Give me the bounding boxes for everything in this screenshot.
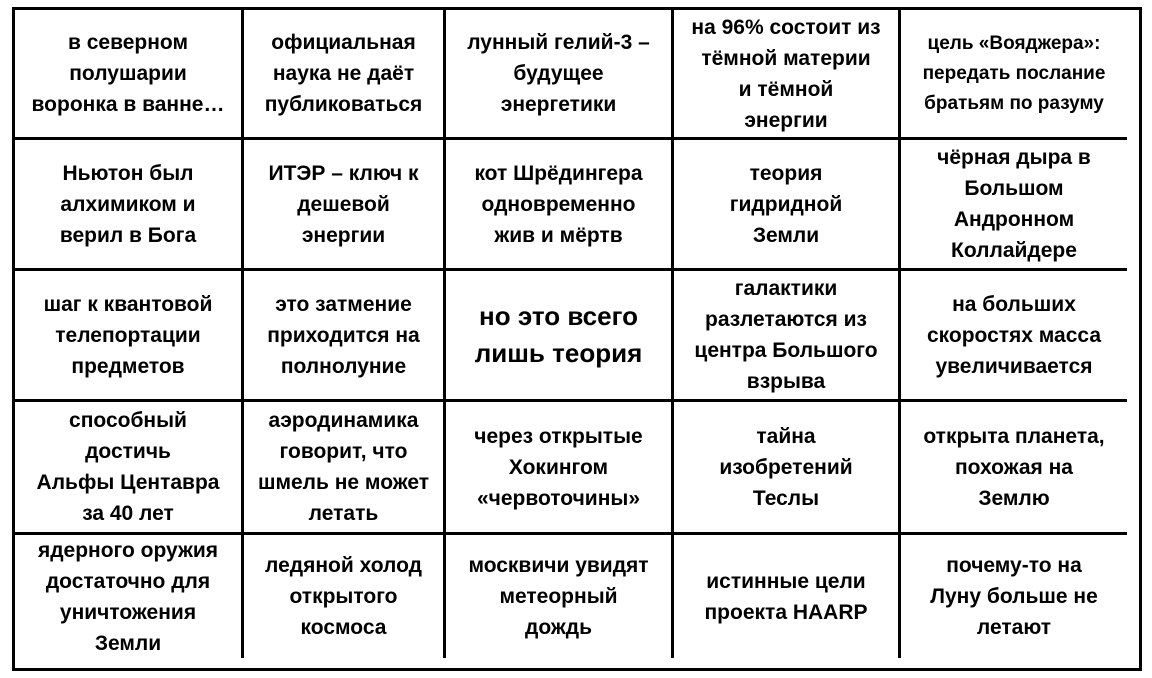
bingo-cell-r3-c1	[244, 402, 446, 535]
bingo-cell-text: в северном полушарии воронка в ванне…	[31, 31, 225, 116]
bingo-cell-text: аэродинамика говорит, что шмель не может летать	[257, 409, 430, 525]
bingo-cell-r4-c2	[446, 535, 674, 658]
bingo-cell-r0-c1	[244, 10, 446, 140]
bingo-cell-text: официальная наука не даёт публиковаться	[264, 31, 423, 116]
bingo-cell-text: кот Шрёдингера одновременно жив и мёртв	[474, 161, 643, 247]
bingo-cell-r3-c3	[674, 402, 901, 535]
bingo-cell-r0-c4	[901, 10, 1127, 140]
bingo-cell-r0-c0	[15, 10, 244, 140]
bingo-cell-text: москвичи увидят метеорный дождь	[468, 554, 649, 639]
bingo-cell-text: открыта планета, похожая на Землю	[923, 424, 1105, 510]
bingo-cell-text: ядерного оружия достаточно для уничтожения Земли	[37, 538, 219, 655]
bingo-cell-r0-c3	[674, 10, 901, 140]
bingo-cell-text: это затмение приходится на полнолуние	[267, 292, 420, 378]
bingo-cell-text: ледяной холод открытого космоса	[265, 554, 422, 639]
bingo-cell-text: шаг к квантовой телепортации предметов	[43, 292, 213, 378]
bingo-cell-text: тайна изобретений Теслы	[719, 424, 853, 510]
bingo-cell-r4-c0	[15, 535, 244, 658]
bingo-cell-r1-c1	[244, 140, 446, 271]
bingo-cell-r3-c0	[15, 402, 244, 535]
bingo-cell-r3-c4	[901, 402, 1127, 535]
bingo-cell-r4-c1	[244, 535, 446, 658]
bingo-cell-text: на больших скоростях масса увеличивается	[926, 292, 1102, 378]
bingo-grid	[12, 7, 1142, 671]
bingo-center-text: но это всего лишь теория	[474, 301, 643, 368]
bingo-cell-text: истинные цели проекта HAARP	[704, 569, 868, 624]
bingo-cell-text: цель «Вояджера»: передать послание братьям по разуму	[922, 32, 1106, 114]
bingo-cell-text: галактики разлетаются из центра Большого взрыва	[694, 277, 878, 393]
bingo-cell-r2-c0	[15, 271, 244, 402]
bingo-cell-text: Ньютон был алхимиком и верил в Бога	[59, 161, 197, 247]
bingo-cell-text: через открытые Хокингом «червоточины»	[474, 424, 643, 510]
bingo-cell-r2-c3	[674, 271, 901, 402]
bingo-cell-r1-c2	[446, 140, 674, 271]
bingo-cell-r0-c2	[446, 10, 674, 140]
bingo-cell-r1-c3	[674, 140, 901, 271]
bingo-cell-r4-c3	[674, 535, 901, 658]
bingo-cell-text: лунный гелий-3 – будущее энергетики	[467, 31, 650, 116]
bingo-cell-text: чёрная дыра в Большом Андронном Коллайдере	[937, 146, 1091, 262]
bingo-cell-center	[446, 271, 674, 402]
bingo-cell-r1-c4	[901, 140, 1127, 271]
bingo-cell-text: почему-то на Луну больше не летают	[930, 554, 1098, 639]
bingo-cell-r2-c1	[244, 271, 446, 402]
bingo-cell-text: на 96% состоит из тёмной материи и тёмной энергии	[691, 15, 881, 132]
bingo-cell-r4-c4	[901, 535, 1127, 658]
bingo-cell-r2-c4	[901, 271, 1127, 402]
bingo-cell-text: способный достичь Альфы Центавра за 40 лет	[36, 409, 220, 525]
bingo-cell-text: теория гидридной Земли	[729, 161, 843, 247]
bingo-cell-r1-c0	[15, 140, 244, 271]
bingo-cell-text: ИТЭР – ключ к дешевой энергии	[268, 161, 419, 247]
bingo-cell-r3-c2	[446, 402, 674, 535]
